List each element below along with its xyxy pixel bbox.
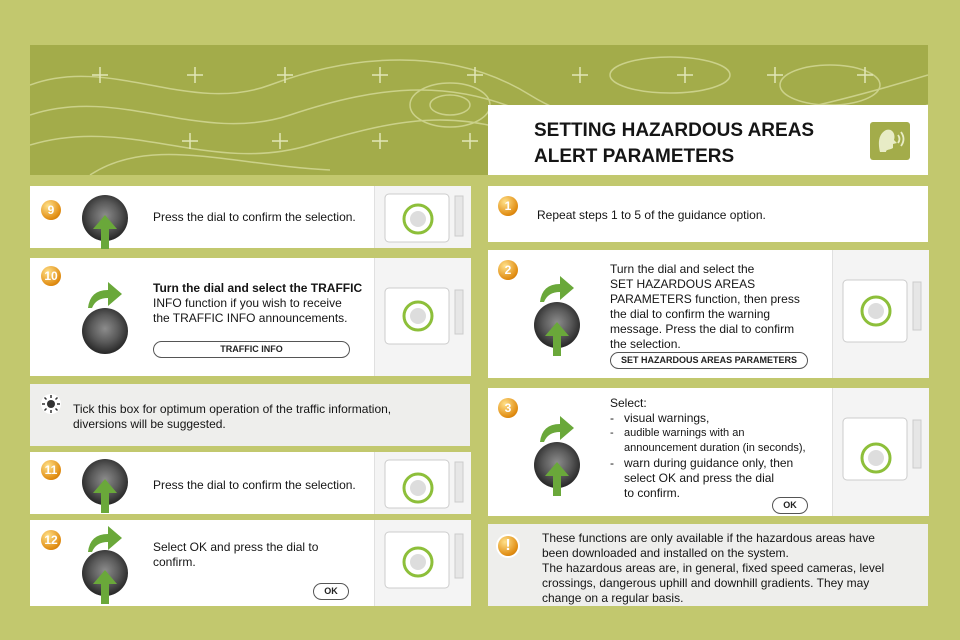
step-number-badge: 2 — [498, 260, 518, 280]
text-line: change on a regular basis. — [542, 591, 684, 605]
text-line: SET HAZARDOUS AREAS — [610, 277, 756, 291]
note-text — [542, 531, 922, 606]
text-line: crossings, dangerous uphill and downhill gradients. They may — [542, 576, 870, 590]
step-1-text: Repeat steps 1 to 5 of the guidance option. — [537, 208, 766, 222]
voice-command-icon — [870, 122, 910, 160]
list-item — [610, 456, 830, 501]
text-line: INFO function if you wish to receive — [153, 296, 342, 310]
text-line: Select OK and press the dial to — [153, 540, 319, 554]
step-12-text — [153, 540, 318, 570]
dial-knob-icon — [82, 308, 128, 354]
text-line: message. Press the dial to confirm — [610, 322, 795, 336]
step-3-text — [610, 396, 830, 501]
turn-arrow-icon — [86, 282, 122, 310]
traffic-info-button[interactable]: TRAFFIC INFO — [153, 341, 350, 358]
text-line: visual warnings, — [624, 411, 710, 425]
turn-arrow-icon — [538, 416, 574, 444]
text-line: audible warnings with an — [624, 427, 745, 439]
page-title — [534, 118, 834, 170]
text-line: Turn the dial and select the — [610, 262, 755, 276]
step-11-text: Press the dial to confirm the selection. — [153, 478, 356, 492]
radio-panel-image — [832, 250, 929, 378]
press-arrow-icon — [93, 479, 117, 513]
text-line: select OK and press the dial — [624, 471, 775, 485]
radio-panel-image — [374, 452, 471, 514]
text-line: the selection. — [610, 337, 681, 351]
text-line: PARAMETERS function, then press — [610, 292, 800, 306]
text-line: been downloaded and installed on the system. — [542, 546, 789, 560]
bullet-dash: - — [610, 411, 614, 425]
text-line: Select: — [610, 396, 647, 410]
press-arrow-icon — [93, 215, 117, 249]
tip-text — [73, 402, 391, 432]
text-line: Tick this box for optimum operation of the traffic information, — [73, 402, 392, 416]
radio-panel-image — [832, 388, 929, 516]
title-line-1: SETTING HAZARDOUS AREAS — [534, 120, 815, 141]
text-line: the dial to confirm the warning — [610, 307, 771, 321]
set-hazardous-areas-parameters-button[interactable]: SET HAZARDOUS AREAS PARAMETERS — [610, 352, 808, 369]
text-line: warn during guidance only, then — [624, 456, 794, 470]
ok-button[interactable]: OK — [313, 583, 349, 600]
radio-panel-image — [374, 520, 471, 606]
step-number-badge: 11 — [41, 460, 61, 480]
title-line-2: ALERT PARAMETERS — [534, 146, 735, 167]
press-arrow-icon — [93, 570, 117, 604]
list-item — [610, 426, 830, 456]
exclamation-icon: ! — [498, 536, 518, 556]
bullet-dash: - — [610, 456, 614, 470]
press-arrow-icon — [545, 462, 569, 496]
text-line: These functions are only available if the hazardous areas have — [542, 531, 875, 545]
step-number-badge: 12 — [41, 530, 61, 550]
step-2-text — [610, 262, 825, 352]
text-line: to confirm. — [624, 486, 681, 500]
text-line: announcement duration (in seconds), — [624, 442, 806, 454]
press-arrow-icon — [545, 322, 569, 356]
radio-panel-image — [374, 186, 471, 248]
ok-button[interactable]: OK — [772, 497, 808, 514]
radio-panel-image — [374, 258, 471, 376]
text-line: Turn the dial and select the TRAFFIC — [153, 281, 363, 295]
step-9-text: Press the dial to confirm the selection. — [153, 210, 356, 224]
step-10-text — [153, 281, 362, 326]
step-number-badge: 3 — [498, 398, 518, 418]
text-line: confirm. — [153, 555, 196, 569]
step-number-badge: 10 — [41, 266, 61, 286]
step-number-badge: 1 — [498, 196, 518, 216]
sun-tip-icon — [40, 393, 62, 415]
step-number-badge: 9 — [41, 200, 61, 220]
text-line: diversions will be suggested. — [73, 417, 226, 431]
list-item — [610, 411, 830, 426]
turn-arrow-icon — [538, 276, 574, 304]
bullet-dash: - — [610, 427, 614, 439]
text-line: the TRAFFIC INFO announcements. — [153, 311, 348, 325]
text-line: The hazardous areas are, in general, fixed speed cameras, level — [542, 561, 885, 575]
